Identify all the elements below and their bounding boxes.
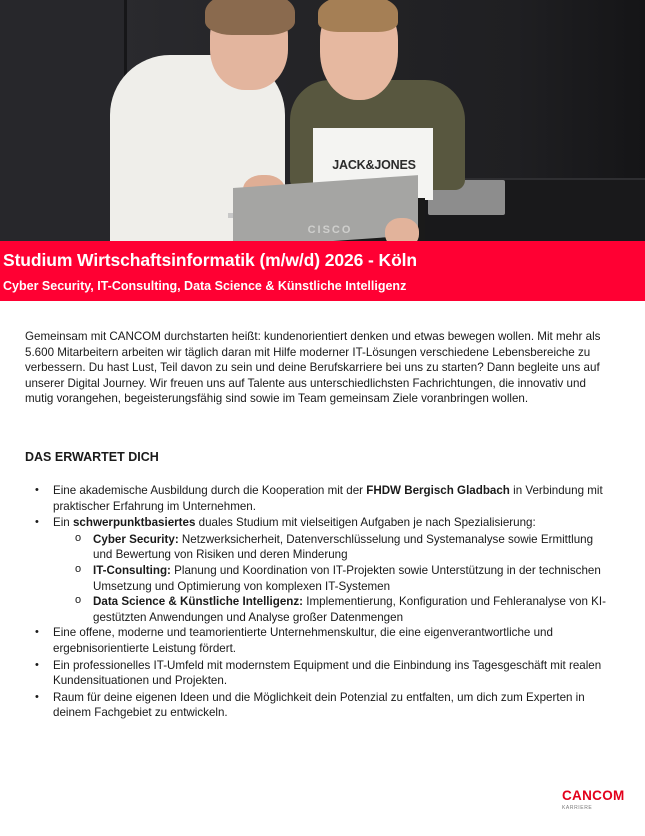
bullet-icon: • bbox=[35, 484, 39, 496]
page-title: Studium Wirtschaftsinformatik (m/w/d) 2026 - Köln bbox=[3, 250, 418, 270]
item-text: Eine akademische Ausbildung durch die Kooperation mit der bbox=[53, 484, 367, 497]
list-item bbox=[25, 690, 615, 721]
item-bold-text: schwerpunktbasiertes bbox=[72, 516, 196, 530]
sub-item-text: Planung und Koordination von IT-Projekten sowie Unterstützung in der technischen Umsetzung und Optimierung von komplexen IT-Systemen bbox=[93, 563, 601, 593]
bullet-icon: • bbox=[35, 690, 39, 703]
wall-panel bbox=[0, 0, 125, 241]
sub-item-label: Data Science & Künstliche Intelligenz: bbox=[93, 595, 304, 609]
intro-paragraph: Gemeinsam mit CANCOM durchstarten heißt: kundenorientiert denken und etwas bewegen wollen. Mit mehr als 5.600 Mitarbeitern arbeiten wir täglich daran mit Hilfe moderner IT-Lösungen verschiedene Lebensbereiche zu verbessern. Du hast Lust, Teil davon zu sein und deine Berufskarriere bei uns zu starten? Dann begleite uns auf unserer Digital Journey. Wir freuen uns auf Talente aus unterschiedlichsten Fachrichtungen, die innovativ und mutig vorangehen, begeisterungsfähig sind sowie im Team gemeinsam Ziele voranbringen wollen. bbox=[25, 330, 601, 406]
item-bold-text: FHDW Bergisch Gladbach bbox=[366, 484, 510, 497]
item-text: Ein professionelles IT-Umfeld mit modernstem Equipment und die Einbindung ins Tagesgeschäft mit realen Kundensituationen und Projekten. bbox=[53, 658, 602, 688]
cancom-logo bbox=[562, 789, 632, 811]
benefits-list bbox=[25, 483, 615, 722]
sub-item-label: Cyber Security: bbox=[93, 532, 179, 546]
list-item bbox=[25, 483, 615, 514]
sub-item-text: Netzwerksicherheit, Datenverschlüsselung und Systemanalyse sowie Ermittlung und Bewertung von Risiken und deren Minderung bbox=[93, 532, 594, 562]
logo-tagline: KARRIERE bbox=[562, 805, 593, 811]
item-text: duales Studium mit vielseitigen Aufgaben je nach Spezialisierung: bbox=[195, 516, 536, 530]
item-text: Raum für deine eigenen Ideen und die Möglichkeit dein Potenzial zu entfalten, um dich zum Experten in deinem Fachgebiet zu entwickeln. bbox=[53, 690, 585, 720]
sub-item-text: Implementierung, Konfiguration und Fehleranalyse von KI-gestützten Anwendungen und Analyse großer Datenmengen bbox=[93, 595, 606, 624]
bullet-icon: • bbox=[35, 626, 39, 639]
list-item bbox=[25, 625, 615, 656]
bullet-icon: • bbox=[35, 516, 39, 529]
person-right-hair bbox=[318, 0, 398, 32]
person-left-hair bbox=[205, 0, 295, 35]
bullet-icon: • bbox=[35, 658, 39, 671]
item-text: Ein bbox=[53, 516, 73, 530]
sub-bullet-icon: o bbox=[75, 531, 82, 544]
sub-item-label: IT-Consulting: bbox=[93, 563, 171, 577]
section-heading: DAS ERWARTET DICH bbox=[25, 450, 159, 464]
sub-list-item bbox=[25, 594, 615, 625]
sub-bullet-icon: o bbox=[75, 594, 82, 607]
title-banner bbox=[0, 241, 645, 301]
list-item bbox=[25, 515, 615, 531]
sub-bullet-icon: o bbox=[75, 562, 82, 575]
logo-wordmark: CANCOM bbox=[562, 788, 625, 803]
item-text: Eine offene, moderne und teamorientierte Unternehmenskultur, die eine eigenverantwortliche und ergebnisorientierte Leistung fördert. bbox=[53, 626, 553, 655]
sub-list-item bbox=[25, 563, 615, 594]
hero-photo bbox=[0, 0, 645, 241]
item-text: in Verbindung mit praktischer Erfahrung im Unternehmen. bbox=[53, 484, 603, 513]
list-item bbox=[25, 658, 615, 689]
page-subtitle: Cyber Security, IT-Consulting, Data Science & Künstliche Intelligenz bbox=[3, 279, 407, 293]
laptop-logo: CISCO bbox=[307, 224, 353, 236]
hand bbox=[385, 218, 419, 241]
sub-list-item bbox=[25, 532, 615, 563]
shirt-brand-text: JACK&JONES bbox=[332, 158, 416, 172]
